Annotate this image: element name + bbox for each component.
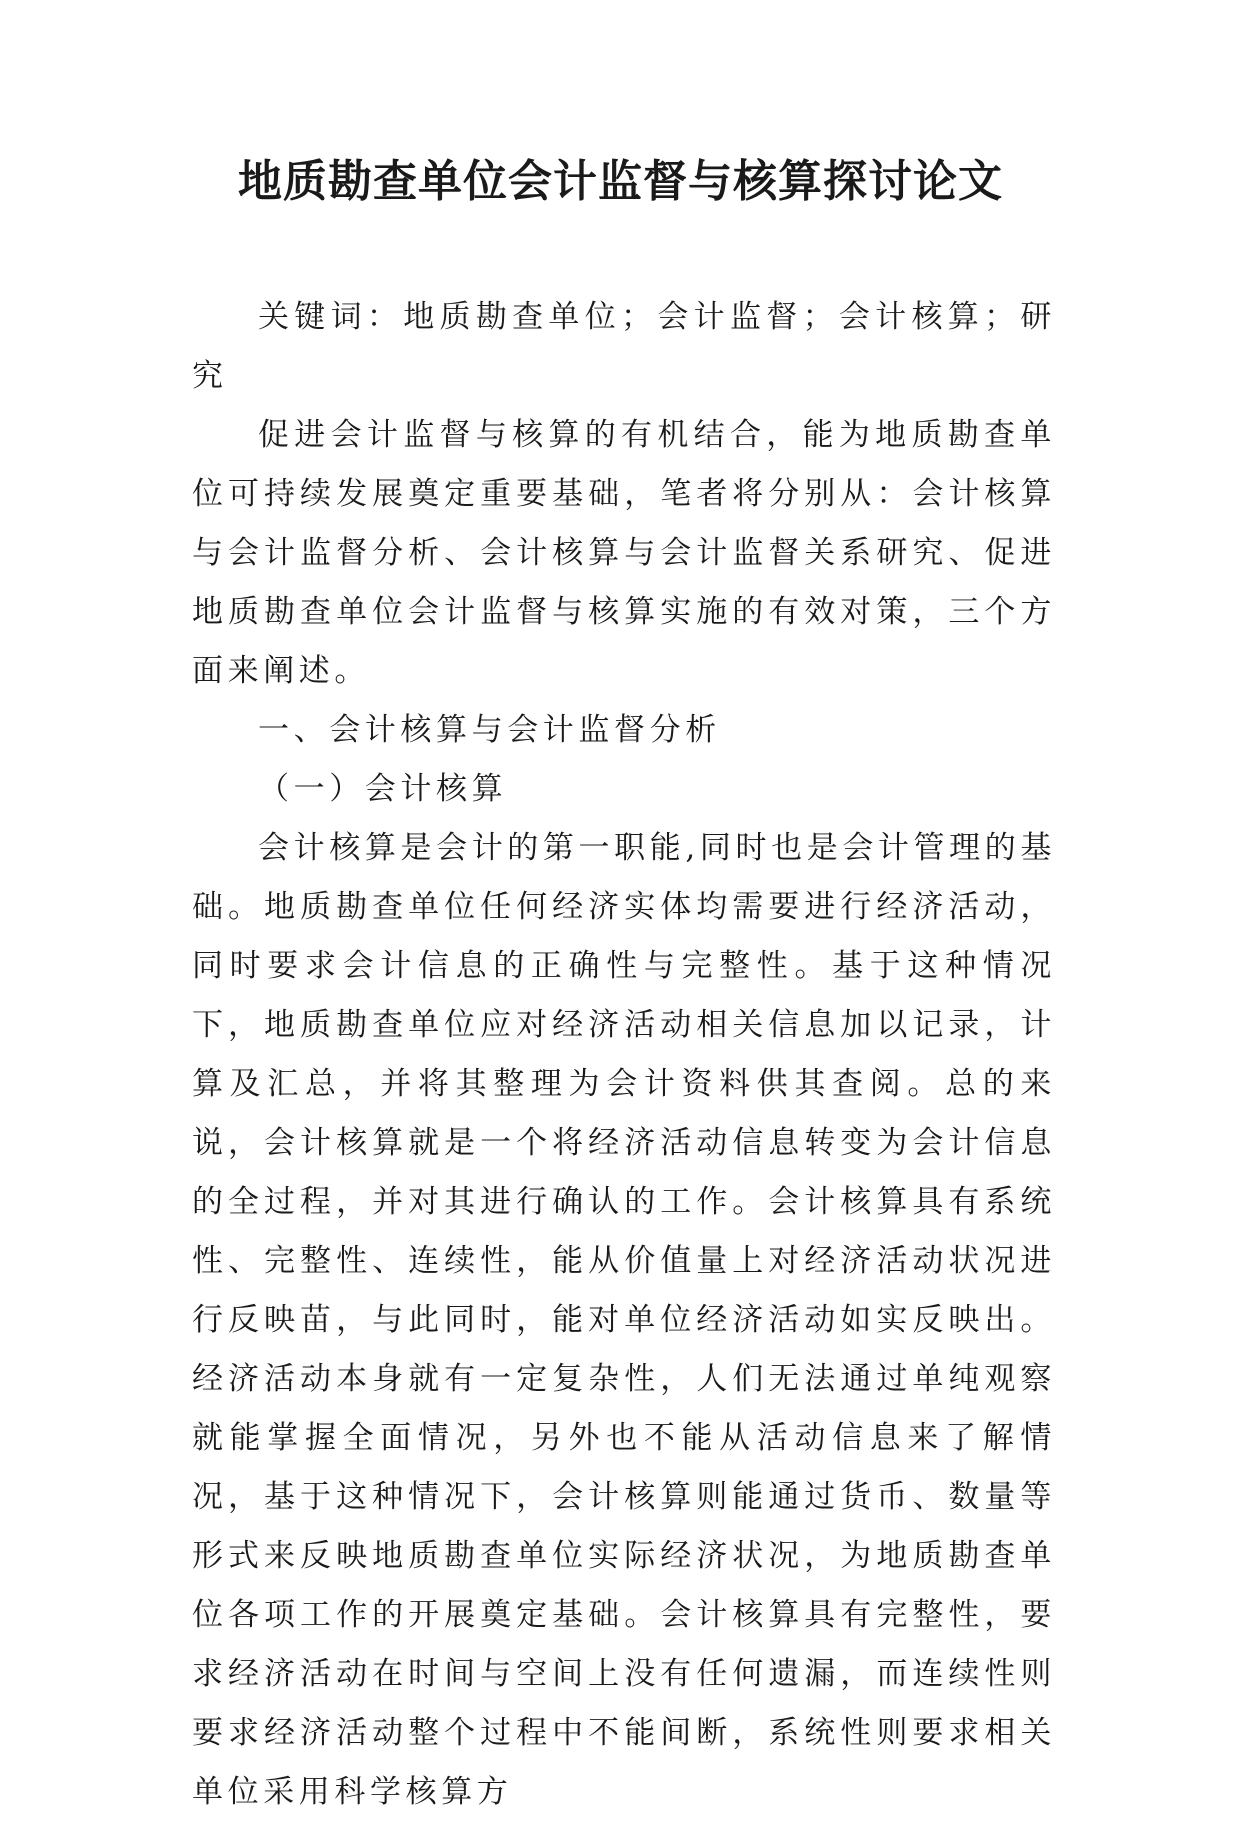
keywords-line: 关键词：地质勘查单位；会计监督；会计核算；研究 — [192, 299, 1056, 394]
document-title: 地质勘查单位会计监督与核算探讨论文 — [238, 156, 1003, 207]
section-heading: 一、会计核算与会计监督分析 — [258, 712, 721, 748]
subsection-heading: （一）会计核算 — [258, 771, 508, 807]
body-paragraph: 会计核算是会计的第一职能,同时也是会计管理的基础。地质勘查单位任何经济实体均需要进行经济活动，同时要求会计信息的正确性与完整性。基于这种情况下，地质勘查单位应对经济活动相关信息加以记录，计算及汇总，并将其整理为会计资料供其查阅。总的来说，会计核算就是一个将经济活动信息转变为会计信息的全过程，并对其进行确认的工作。会计核算具有系统性、完整性、连续性，能从价值量上对经济活动状况进行反映苗，与此同时，能对单位经济活动如实反映出。经济活动本身就有一定复杂性，人们无法通过单纯观察就能掌握全面情况，另外也不能从活动信息来了解情况，基于这种情况下，会计核算则能通过货币、数量等形式来反映地质勘查单位实际经济状况，为地质勘查单位各项工作的开展奠定基础。会计核算具有完整性，要求经济活动在时间与空间上没有任何遗漏，而连续性则要求经济活动整个过程中不能间断，系统性则要求相关单位采用科学核算方 — [192, 830, 1056, 1810]
intro-paragraph: 促进会计监督与核算的有机结合，能为地质勘查单位可持续发展奠定重要基础，笔者将分别从：会计核算与会计监督分析、会计核算与会计监督关系研究、促进地质勘查单位会计监督与核算实施的有效对策，三个方面来阐述。 — [192, 417, 1056, 689]
document-body — [192, 288, 1056, 1822]
